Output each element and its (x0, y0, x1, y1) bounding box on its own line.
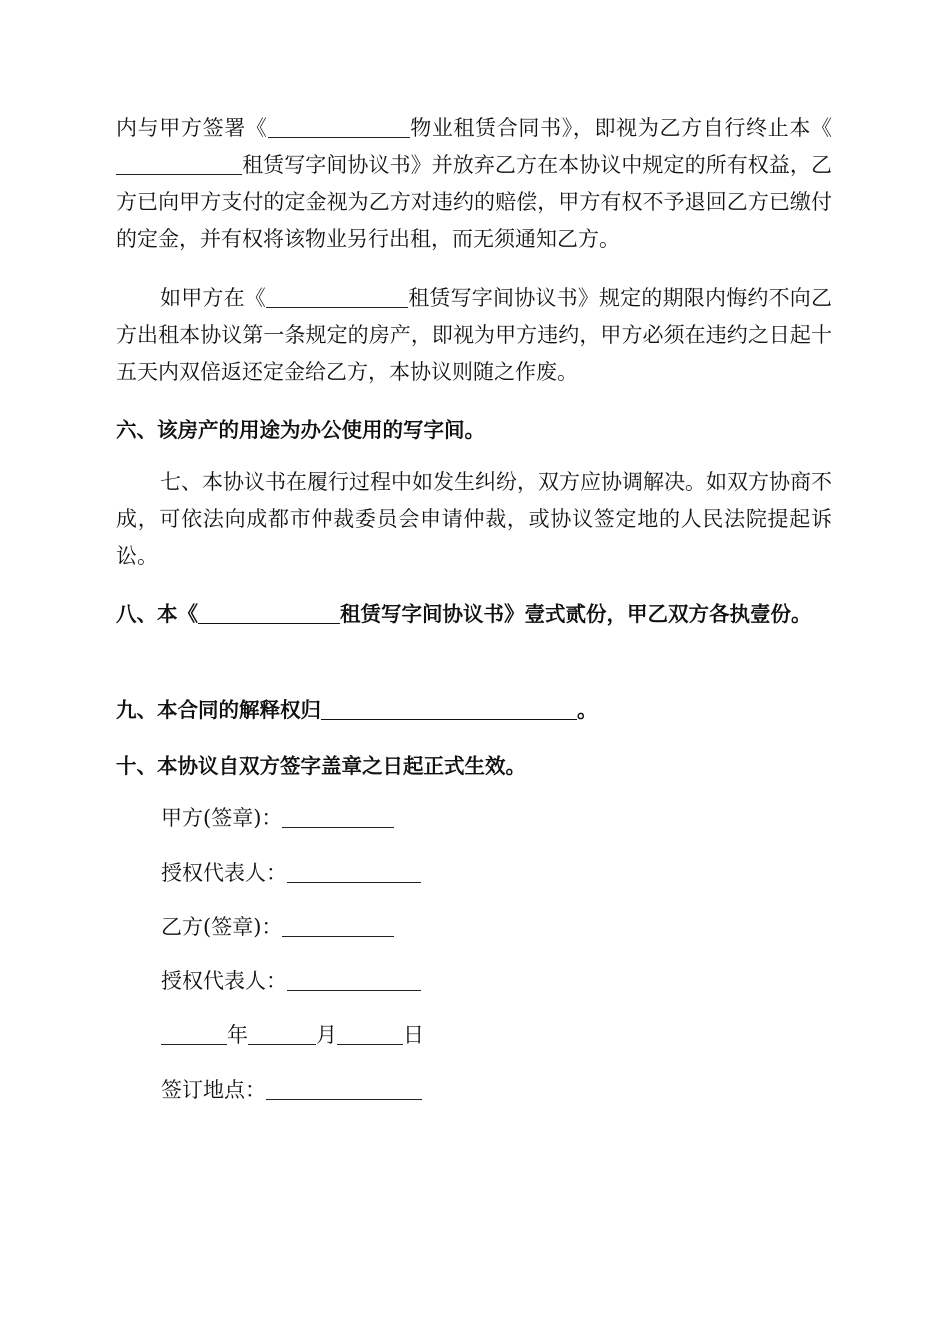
blank-line (268, 116, 410, 138)
text: 八、本《 (116, 602, 198, 626)
blank-line (266, 1078, 422, 1100)
text: 内与甲方签署《 (116, 116, 268, 140)
clause-9 (116, 692, 832, 729)
text: 。 (577, 698, 598, 722)
month-label: 月 (316, 1023, 337, 1047)
label: 签订地点： (161, 1078, 266, 1102)
blank-line (266, 286, 408, 308)
blank-line (321, 698, 577, 720)
text: 九、本合同的解释权归 (116, 698, 321, 722)
label: 授权代表人： (161, 969, 287, 993)
clause-10: 十、本协议自双方签字盖章之日起正式生效。 (116, 754, 526, 778)
text: 租赁写字间协议书》规定的期限内悔约不向乙方出租本协议第一条规定的房产，即视为甲方违约，甲方必须在违约之日起十五天内双倍返还定金给乙方，本协议则随之作废。 (116, 286, 832, 384)
blank-line (287, 969, 421, 991)
signature-party-a (161, 803, 394, 833)
year-label: 年 (227, 1023, 248, 1047)
label: 甲方(签章)： (161, 806, 283, 830)
text: 租赁写字间协议书》壹式贰份，甲乙双方各执壹份。 (340, 602, 812, 626)
paragraph-breach-by-party-b (116, 110, 832, 258)
blank-line (282, 915, 394, 937)
clause-6: 六、该房产的用途为办公使用的写字间。 (116, 418, 485, 442)
blank-line (287, 861, 421, 883)
text: 租赁写字间协议书》并放弃乙方在本协议中规定的所有权益，乙方已向甲方支付的定金视为乙方对违约的赔偿，甲方有权不予退回乙方已缴付的定金，并有权将该物业另行出租，而无须通知乙方。 (116, 153, 832, 251)
paragraph-breach-by-party-a (116, 280, 832, 391)
blank-line (198, 602, 340, 624)
signature-rep-b (161, 966, 421, 996)
signature-place (161, 1075, 422, 1105)
blank-line (282, 806, 394, 828)
blank-line (248, 1023, 316, 1045)
text: 物业租赁合同书》，即视为乙方自行终止本《 (409, 116, 833, 140)
label: 授权代表人： (161, 861, 287, 885)
day-label: 日 (403, 1023, 424, 1047)
blank-line (337, 1023, 403, 1045)
signature-party-b (161, 912, 394, 942)
label: 乙方(签章)： (161, 915, 283, 939)
blank-line (161, 1023, 227, 1045)
text: 如甲方在《 (160, 286, 266, 310)
clause-8 (116, 594, 832, 634)
signature-rep-a (161, 858, 421, 888)
signature-date (161, 1020, 424, 1050)
blank-line (116, 153, 242, 175)
clause-7: 七、本协议书在履行过程中如发生纠纷，双方应协调解决。如双方协商不成，可依法向成都市仲裁委员会申请仲裁，或协议签定地的人民法院提起诉讼。 (116, 470, 832, 568)
